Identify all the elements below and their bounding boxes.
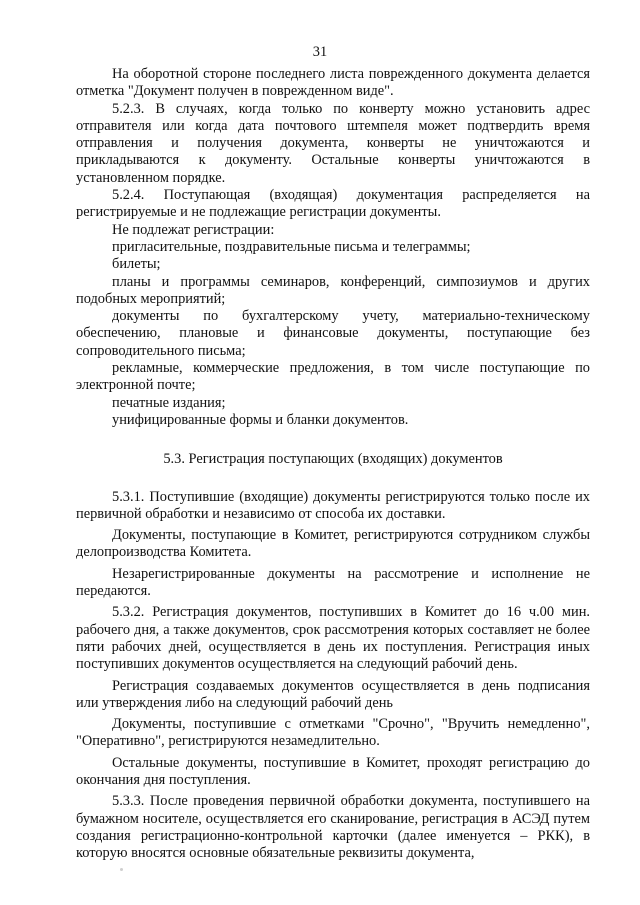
- paragraph: Регистрация создаваемых документов осуществляется в день подписания или утверждения либо на следующий рабочий день: [76, 677, 590, 711]
- list-item: рекламные, коммерческие предложения, в том числе поступающие по электронной почте;: [76, 360, 590, 394]
- document-body: [76, 66, 590, 862]
- paragraph: Остальные документы, поступившие в Комитет, проходят регистрацию до окончания дня поступления.: [76, 754, 590, 788]
- paragraph: Незарегистрированные документы на рассмотрение и исполнение не передаются.: [76, 565, 590, 600]
- list-item: документы по бухгалтерскому учету, материально-техническому обеспечению, плановые и финансовые документы, поступающие без сопроводительного письма;: [76, 308, 590, 359]
- paragraph: 5.2.4. Поступающая (входящая) документация распределяется на регистрируемые и не подлежащие регистрации документы.: [76, 187, 590, 221]
- paragraph: 5.2.3. В случаях, когда только по конверту можно установить адрес отправителя или когда дата почтового штемпеля может подтвердить время отправления и получения документа, конверты не уничтожаются и прикладываются к документу. Остальные конверты уничтожаются в установленном порядке.: [76, 100, 590, 186]
- page-number: 31: [312, 44, 328, 60]
- list-item: планы и программы семинаров, конференций, симпозиумов и других подобных мероприятий;: [76, 273, 590, 307]
- section-heading: 5.3. Регистрация поступающих (входящих) документов: [163, 451, 503, 468]
- paragraph: Не подлежат регистрации:: [112, 221, 275, 238]
- paragraph: Документы, поступившие с отметками "Срочно", "Вручить немедленно", "Оперативно", регистрируются незамедлительно.: [76, 716, 590, 750]
- paragraph: На оборотной стороне последнего листа поврежденного документа делается отметка "Документ получен в поврежденном виде".: [76, 66, 590, 100]
- list-item: унифицированные формы и бланки документов.: [112, 411, 409, 428]
- paragraph: 5.3.3. После проведения первичной обработки документа, поступившего на бумажном носителе, осуществляется его сканирование, регистрация в АСЭД путем создания регистрационно-контрольной карточки (далее именуется – РКК), в которую вносятся основные обязательные реквизиты документа,: [76, 793, 590, 862]
- list-item: билеты;: [112, 256, 161, 273]
- list-item: печатные издания;: [112, 394, 226, 411]
- scan-speck: [120, 868, 123, 871]
- list-item: пригласительные, поздравительные письма и телеграммы;: [112, 238, 471, 255]
- paragraph: Документы, поступающие в Комитет, регистрируются сотрудником службы делопроизводства Комитета.: [76, 527, 590, 561]
- paragraph: 5.3.1. Поступившие (входящие) документы регистрируются только после их первичной обработки и независимо от способа их доставки.: [76, 488, 590, 522]
- paragraph: 5.3.2. Регистрация документов, поступивших в Комитет до 16 ч.00 мин. рабочего дня, а также документов, срок рассмотрения которых составляет не более пяти рабочих дней, осуществляется в день их поступления. Регистрация иных поступивших документов осуществляется на следующий рабочий день.: [76, 604, 590, 673]
